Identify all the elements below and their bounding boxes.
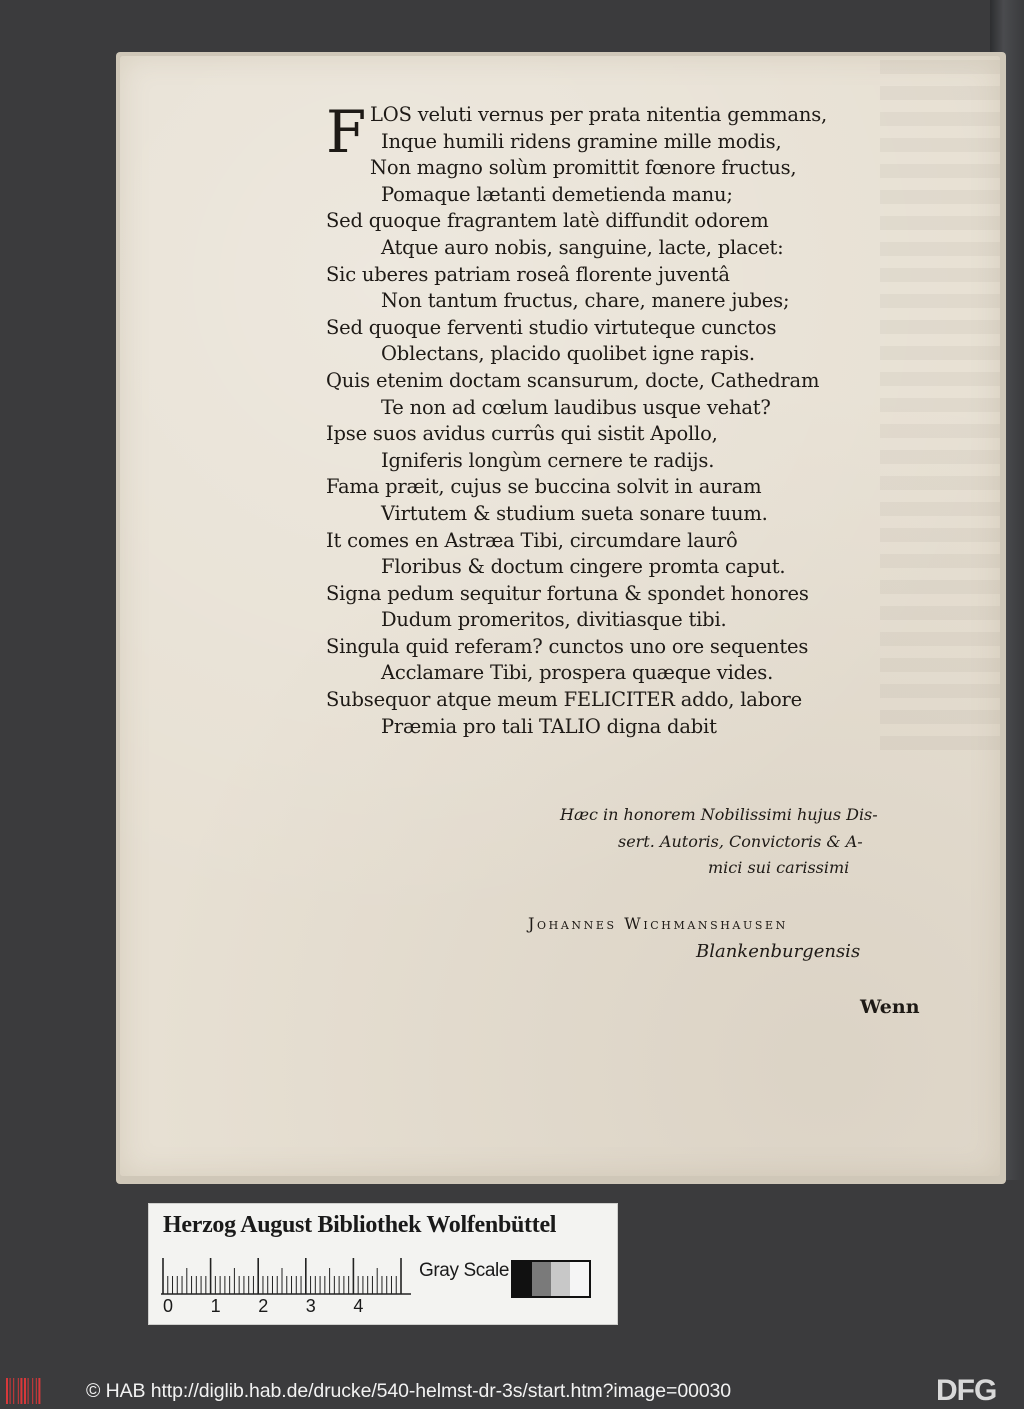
barcode-bar: [28, 1378, 29, 1404]
author-origin: Blankenburgensis: [696, 941, 861, 962]
poem-line: Fama præit, cujus se buccina solvit in auram: [326, 475, 762, 499]
barcode-bar: [13, 1378, 14, 1404]
poem-line: Te non ad cœlum laudibus usque vehat?: [381, 395, 771, 419]
footer-bar: [0, 1374, 1024, 1409]
poem-line: It comes en Astræa Tibi, circumdare laurô: [326, 528, 738, 552]
barcode-bar: [20, 1378, 22, 1404]
ruler-number: 0: [163, 1296, 174, 1316]
library-name: Herzog August Bibliothek Wolfenbüttel: [163, 1212, 557, 1238]
poem-lines: [326, 98, 886, 740]
ruler-numbers: [157, 1296, 417, 1320]
poem-line: Atque auro nobis, sanguine, lacte, placet:: [381, 235, 784, 259]
barcode-icon: [6, 1378, 48, 1404]
poem-line: Floribus & doctum cingere promta caput.: [381, 555, 786, 579]
gray-swatch: [551, 1262, 570, 1296]
poem-line: Subsequor atque meum FELICITER addo, labore: [326, 688, 803, 712]
ruler-number: 2: [258, 1296, 269, 1316]
barcode-bar: [10, 1378, 11, 1404]
poem-line: Dudum promeritos, divitiasque tibi.: [381, 608, 727, 632]
barcode-bar: [18, 1378, 19, 1404]
barcode-bar: [32, 1378, 33, 1404]
poem-line: Sed quoque ferventi studio virtuteque cunctos: [326, 315, 777, 339]
catchword: Wenn: [860, 996, 920, 1018]
barcode-bar: [6, 1378, 8, 1404]
poem-line: Signa pedum sequitur fortuna & spondet honores: [326, 581, 809, 605]
poem-line: Oblectans, placido quolibet igne rapis.: [381, 342, 755, 366]
library-color-card: [148, 1203, 618, 1325]
ruler-number: 1: [210, 1296, 221, 1316]
dedication-line: sert. Autoris, Convictoris & A-: [618, 831, 863, 851]
barcode-bar: [24, 1378, 26, 1404]
gray-swatch: [513, 1262, 532, 1296]
poem-line: Sed quoque fragrantem latè diffundit odorem: [326, 209, 769, 233]
poem-line: Virtutem & studium sueta sonare tuum.: [381, 501, 768, 525]
poem-text: [326, 98, 886, 740]
measurement-ruler: [161, 1254, 413, 1296]
dedication-line: Hæc in honorem Nobilissimi hujus Dis-: [560, 805, 878, 824]
drop-capital: F: [326, 98, 367, 166]
copyright-url[interactable]: © HAB http://diglib.hab.de/drucke/540-helmst-dr-3s/start.htm?image=00030: [86, 1380, 732, 1402]
dfg-logo: DFG: [936, 1374, 997, 1407]
barcode-bar: [38, 1378, 40, 1404]
gray-swatch: [532, 1262, 551, 1296]
poem-line: Igniferis longùm cernere te radijs.: [381, 448, 715, 472]
poem-line: LOS veluti vernus per prata nitentia gemmans,: [370, 103, 828, 126]
gray-scale-swatches: [511, 1260, 591, 1298]
dedication-line: mici sui carissimi: [708, 858, 850, 878]
gray-swatch: [570, 1262, 589, 1296]
poem-line: Præmia pro tali TALIO digna dabit: [381, 714, 717, 738]
poem-line: Pomaque lætanti demetienda manu;: [381, 182, 733, 206]
gray-scale-label: Gray Scale: [419, 1260, 509, 1281]
poem-line: Quis etenim doctam scansurum, docte, Cathedram: [326, 368, 820, 392]
poem-line: Non tantum fructus, chare, manere jubes;: [381, 289, 790, 313]
poem-line: Inque humili ridens gramine mille modis,: [381, 129, 782, 153]
author-name: Johannes Wichmanshausen: [528, 914, 788, 933]
signature: [528, 914, 860, 962]
poem-line: Sic uberes patriam roseâ florente juventâ: [326, 262, 730, 286]
dedication: [560, 800, 940, 880]
barcode-bar: [36, 1378, 37, 1404]
ruler-number: 4: [353, 1296, 364, 1316]
poem-line: Acclamare Tibi, prospera quæque vides.: [381, 661, 774, 685]
ruler-number: 3: [305, 1296, 316, 1316]
poem-line: Ipse suos avidus currûs qui sistit Apollo,: [326, 422, 718, 446]
poem-line: Singula quid referam? cunctos uno ore sequentes: [326, 634, 809, 658]
poem-line: Non magno solùm promittit fœnore fructus,: [370, 156, 797, 180]
